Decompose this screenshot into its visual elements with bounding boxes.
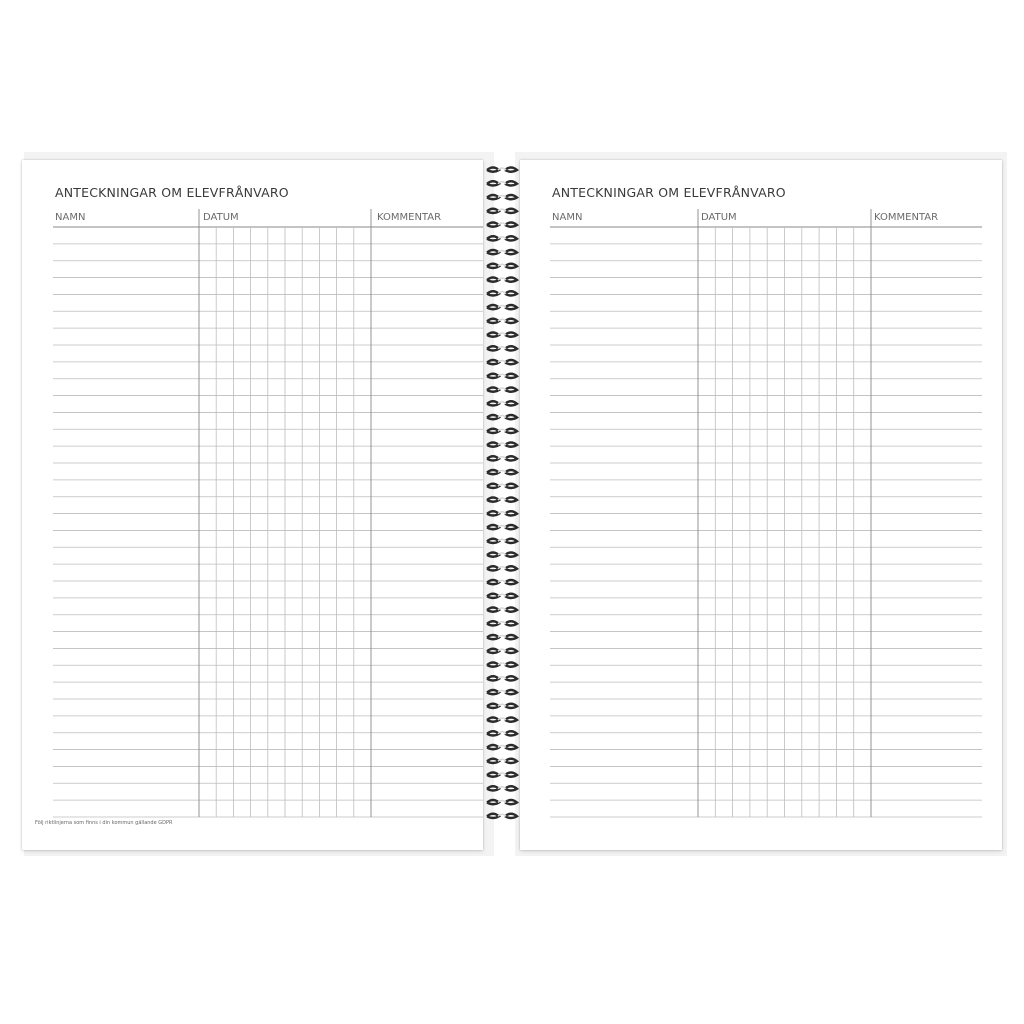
spiral-coil: [487, 676, 517, 680]
spiral-coil: [487, 429, 517, 433]
attendance-grid: [520, 160, 1002, 850]
spiral-coil: [487, 470, 517, 474]
spiral-coil: [487, 401, 517, 405]
spiral-coil: [487, 649, 517, 653]
spiral-coil: [487, 690, 517, 694]
right-page: [520, 160, 1002, 850]
spiral-coil: [487, 621, 517, 625]
spiral-coil: [487, 443, 517, 447]
spiral-coil: [487, 608, 517, 612]
left-page: [22, 160, 483, 850]
spiral-coil: [487, 814, 517, 818]
attendance-grid: [22, 160, 483, 850]
date-column-header: DATUM: [203, 212, 239, 223]
spiral-coil: [487, 250, 517, 254]
spiral-coil: [487, 388, 517, 392]
date-column-header: DATUM: [701, 212, 737, 223]
spiral-coil: [487, 718, 517, 722]
spiral-coil: [487, 223, 517, 227]
page-title: ANTECKNINGAR OM ELEVFRÅNVARO: [552, 185, 786, 200]
spiral-coil: [487, 456, 517, 460]
spiral-coil: [487, 291, 517, 295]
spiral-coil: [487, 168, 517, 172]
spiral-coil: [487, 511, 517, 515]
spiral-coil: [487, 704, 517, 708]
spiral-coil: [487, 498, 517, 502]
spiral-coil: [487, 566, 517, 570]
comment-column-header: KOMMENTAR: [377, 212, 442, 223]
comment-column-header: KOMMENTAR: [874, 212, 939, 223]
spiral-coil: [487, 773, 517, 777]
spiral-coil: [487, 580, 517, 584]
spiral-coil: [487, 786, 517, 790]
spiral-coil: [487, 415, 517, 419]
spiral-coil: [487, 759, 517, 763]
spiral-coil: [487, 236, 517, 240]
spiral-coil: [487, 181, 517, 185]
spiral-coil: [487, 374, 517, 378]
spiral-coil: [487, 360, 517, 364]
spiral-binding: [484, 158, 520, 848]
spiral-coil: [487, 209, 517, 213]
spiral-coil: [487, 594, 517, 598]
spiral-coil: [487, 346, 517, 350]
name-column-header: NAMN: [552, 212, 583, 223]
spiral-coil: [487, 333, 517, 337]
spiral-coil: [487, 553, 517, 557]
page-title: ANTECKNINGAR OM ELEVFRÅNVARO: [55, 185, 289, 200]
spiral-coil: [487, 278, 517, 282]
name-column-header: NAMN: [55, 212, 86, 223]
spiral-coil: [487, 305, 517, 309]
spiral-coil: [487, 525, 517, 529]
spiral-coil: [487, 731, 517, 735]
spiral-coil: [487, 663, 517, 667]
spiral-coil: [487, 800, 517, 804]
spiral-coil: [487, 195, 517, 199]
spiral-coil: [487, 745, 517, 749]
spiral-coil: [487, 264, 517, 268]
spiral-coil: [487, 319, 517, 323]
spiral-coil: [487, 539, 517, 543]
gdpr-footnote: Följ riktlinjerna som finns i din kommun gällande GDPR: [35, 820, 173, 826]
spiral-coil: [487, 484, 517, 488]
spiral-coil: [487, 635, 517, 639]
